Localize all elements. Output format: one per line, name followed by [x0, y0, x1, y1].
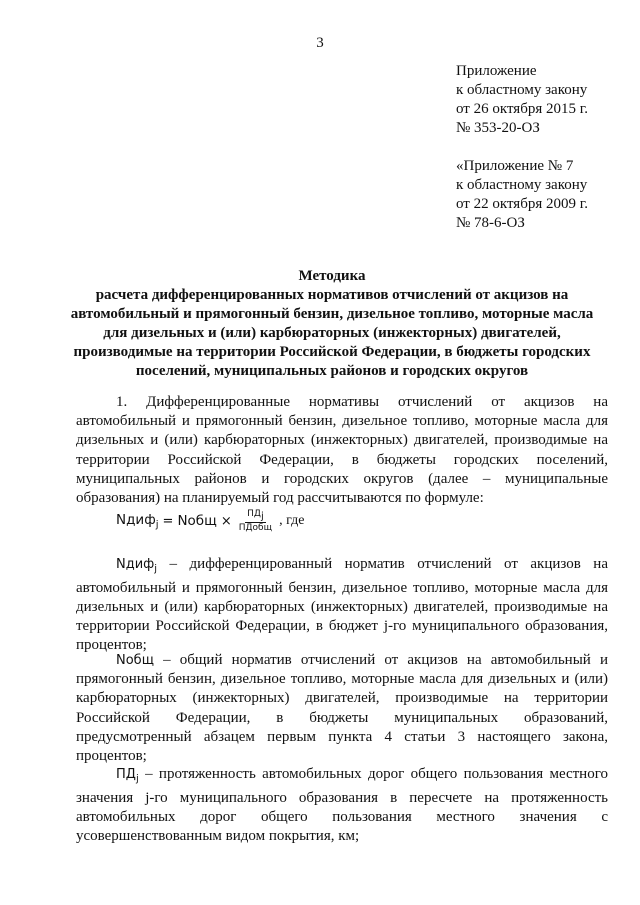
- formula-numerator: $ПД_j$: [247, 509, 264, 522]
- appendix-line: Приложение: [456, 63, 537, 79]
- definition-text: – протяженность автомобильных дорог общего пользования местного значения j-го муниципального образования в пересчете на протяженность автомобильных дорог общего пользования местного значения с усовершенствованным видом покрытия, км;: [76, 766, 608, 845]
- formula-nobsh: Nобщ: [177, 513, 217, 530]
- formula: [116, 509, 304, 534]
- definition-pd: [76, 765, 608, 846]
- appendix-line: к областному закону: [456, 177, 588, 193]
- title-heading: Методика: [298, 268, 366, 284]
- appendix-line: № 78-6-ОЗ: [456, 215, 525, 231]
- title-line: поселений, муниципальных районов и городских округов: [135, 363, 529, 379]
- definition-symbol: $ПД_j$: [116, 767, 139, 785]
- formula-lhs: Nдиф$_j$: [116, 512, 159, 531]
- title-line: автомобильный и прямогонный бензин, дизельное топливо, моторные масла: [70, 306, 594, 322]
- definition-text: – общий норматив отчислений от акцизов на автомобильный и прямогонный бензин, дизельное топливо, моторные масла для дизельных и (или) карбюраторных (инжекторных) двигателей, производимые на территории Российской Федерации, в бюджеты муниципальных образований, предусмотренный абзацем первым пункта 4 статьи 3 настоящего закона, процентов;: [76, 652, 608, 765]
- appendix-line: от 22 октября 2009 г.: [456, 196, 588, 212]
- definition-nobsh: [76, 651, 608, 766]
- formula-fraction: [237, 509, 274, 534]
- title-line: для дизельных и (или) карбюраторных (инжекторных) двигателей,: [103, 325, 561, 341]
- definition-symbol: Nдиф$_j$: [116, 557, 158, 575]
- definition-symbol: Nобщ: [116, 653, 154, 668]
- definition-text: – дифференцированный норматив отчислений от акцизов на автомобильный и прямогонный бензин, дизельное топливо, моторные масла для дизельных и (или) карбюраторных (инжекторных) двигателей, производимые на территории Российской Федерации, в бюджет j-го муниципального образования, процентов;: [76, 556, 608, 654]
- formula-equals: =: [162, 513, 174, 529]
- appendix-line: № 353-20-ОЗ: [456, 120, 540, 136]
- paragraph-1: 1. Дифференцированные нормативы отчислений от акцизов на автомобильный и прямогонный бензин, дизельное топливо, моторные масла для дизельных и (или) карбюраторных (инжекторных) двигателей, производимые на территории Российской Федерации, в бюджеты городских поселений, муниципальных районов и городских округов (далее – муниципальные образования) на планируемый год рассчитываются по формуле:: [76, 394, 608, 507]
- document-title: [70, 267, 594, 381]
- appendix-line: «Приложение № 7: [456, 158, 574, 174]
- appendix-line: к областному закону: [456, 82, 588, 98]
- title-line: расчета дифференцированных нормативов отчислений от акцизов на: [95, 287, 569, 303]
- formula-tail: , где: [279, 513, 305, 529]
- page-number: 3: [316, 35, 324, 51]
- spacer: [456, 138, 632, 157]
- formula-times: ×: [220, 513, 232, 529]
- definition-ndif: [76, 555, 608, 656]
- formula-denominator: ПДобщ: [238, 522, 273, 533]
- appendix-line: от 26 октября 2015 г.: [456, 101, 588, 117]
- title-line: производимые на территории Российской Федерации, в бюджеты городских: [73, 344, 591, 360]
- appendix-block: [456, 62, 632, 233]
